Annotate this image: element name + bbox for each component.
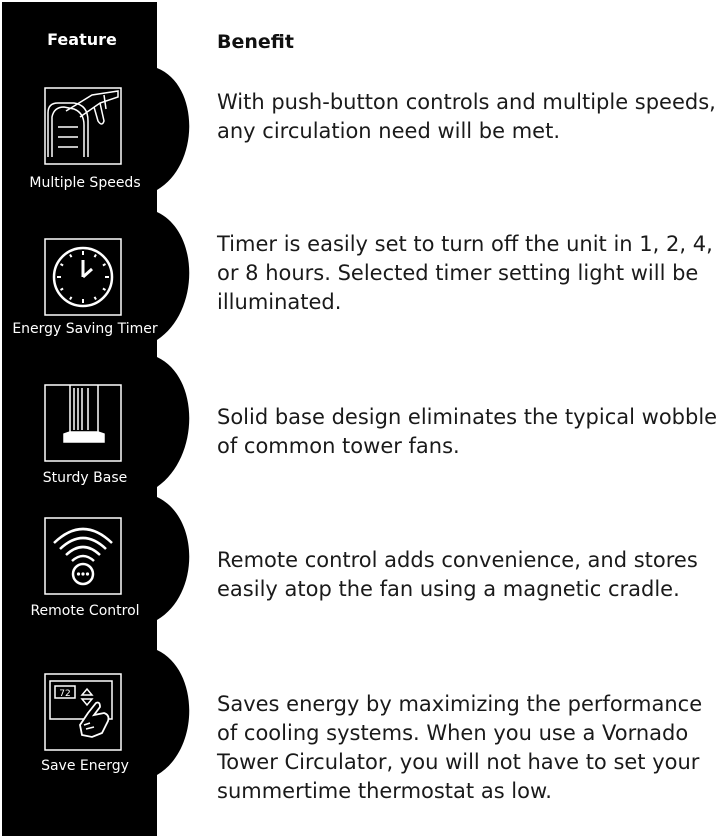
feature-label: Save Energy xyxy=(41,758,129,774)
clock-icon xyxy=(44,238,122,316)
feature-column-header: Feature xyxy=(47,30,117,49)
feature-label: Multiple Speeds xyxy=(29,175,141,191)
benefit-text: Saves energy by maximizing the performance of cooling systems. When you use a Vornado Tower Circulator, you will not have to set your summertime thermostat as low. xyxy=(217,692,703,803)
thermostat-reading: 72 xyxy=(59,689,71,699)
benefit-text: Remote control adds convenience, and stores easily atop the fan using a magnetic cradle. xyxy=(217,548,698,601)
feature-label: Energy Saving Timer xyxy=(12,321,158,337)
feature-label: Sturdy Base xyxy=(42,470,128,486)
fan-control-icon xyxy=(44,87,122,165)
feature-label: Remote Control xyxy=(30,603,140,619)
tower-base-icon xyxy=(44,384,122,462)
benefit-text: Timer is easily set to turn off the unit in 1, 2, 4, or 8 hours. Selected timer setting light will be illuminated. xyxy=(217,232,713,314)
thermostat-icon xyxy=(44,673,122,751)
benefit-column-header: Benefit xyxy=(217,31,294,53)
remote-signal-icon xyxy=(44,517,122,595)
benefit-text: With push-button controls and multiple speeds, any circulation need will be met. xyxy=(217,90,716,143)
benefit-text: Solid base design eliminates the typical wobble of common tower fans. xyxy=(217,405,718,458)
